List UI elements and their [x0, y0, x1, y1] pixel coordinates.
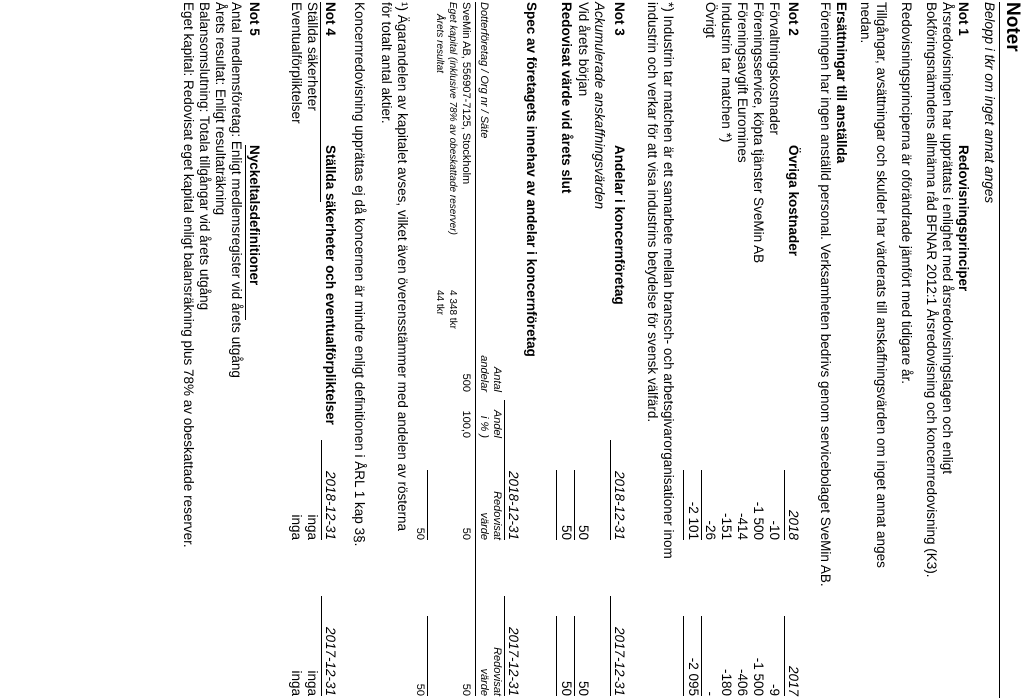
table-row-label: Föreningsservice, köpta tjänster SveMin AB — [751, 2, 766, 264]
not3-col-rule — [610, 596, 611, 696]
table-row-label: Vid årets början — [576, 2, 591, 97]
not4-heading: Ställda säkerheter och eventualförpliktelser — [323, 145, 338, 425]
not5-line: Antal medlemsföretag: Enligt medlemsregister vid årets utgång — [229, 2, 244, 378]
table-cell: 50 — [576, 680, 591, 696]
spec-h-andel: Andel — [491, 409, 503, 438]
spec-note: ¹) Ägarandelen av kapitalet avses, vilket även överensstämmer med andelen av rösterna — [395, 2, 410, 532]
not2-col-rule — [784, 470, 785, 540]
spec-antal: 500 — [460, 373, 472, 392]
spec-h-redovisat: Redovisat — [491, 647, 503, 696]
table-cell: 50 — [559, 680, 574, 696]
spec-equity-value: 4 348 tkr — [447, 290, 458, 329]
not3-sum-rule — [574, 470, 575, 540]
spec-company: SveMin AB, 556907-7125, Stockholm — [460, 2, 472, 185]
not2-footnote: industrin och verkar för att visa industrins betydelse för svensk välfärd. — [645, 2, 660, 423]
table-cell: inga — [305, 670, 320, 696]
not4-row-rule — [320, 2, 321, 202]
table-row-label: Eventualförpliktelser — [289, 2, 304, 124]
spec-h-antal: Antal — [491, 366, 503, 392]
table-cell: -10 — [767, 520, 782, 540]
employees-heading: Ersättningar till anställda — [834, 2, 849, 164]
table-cell: inga — [289, 514, 304, 540]
not3-total-rule — [556, 616, 557, 696]
not1-text-line: Årsredovisningen har upprättats i enlighet med årsredovisningslagen och enligt — [940, 2, 955, 475]
table-row-label: Förvaltningskostnader — [767, 2, 782, 135]
spec-h-company: Dotterföretag / Org nr / Säte — [478, 2, 490, 139]
spec-total-2017: 50 — [414, 683, 426, 696]
spec-date-rule — [504, 596, 505, 696]
spec-h-redovisat: värde — [478, 512, 490, 540]
not5-line: Balansomslutning: Totala tillgångar vid årets utgång — [197, 2, 212, 311]
employees-text: Föreningen har ingen anställd personal. Verksamheten bedrivs genom servicebolaget SveMin AB. — [818, 2, 833, 587]
table-cell: -406 — [735, 668, 750, 696]
not1-number: Not 1 — [956, 2, 971, 36]
spec-h-antal: andelar — [478, 355, 490, 392]
table-row-label: Övrigt — [703, 2, 718, 39]
not2-heading: Övriga kostnader — [786, 145, 801, 257]
not2-number: Not 2 — [786, 2, 801, 36]
not3-number: Not 3 — [612, 2, 627, 36]
table-row-label: Redovisat värde vid årets slut — [559, 2, 574, 194]
spec-note: för totalt antal aktier. — [379, 2, 394, 124]
not3-subhead: Ackumulerade anskaffningsvärden — [592, 2, 607, 210]
not2-col-2017: 2017 — [786, 665, 801, 696]
not1-text-line: Bokföringsnämndens allmänna råd BFNAR 2012:1 Årsredovisning och koncernredovisning (K3). — [924, 2, 939, 578]
spec-total-2018: 50 — [414, 527, 426, 540]
table-cell: inga — [305, 514, 320, 540]
not2-sum-rule — [701, 470, 702, 540]
table-cell: -414 — [735, 512, 750, 540]
not2-col-rule — [784, 616, 785, 696]
not4-col-2017: 2017-12-31 — [323, 626, 338, 696]
not3-total-rule — [556, 470, 557, 540]
not3-sum-rule — [574, 616, 575, 696]
title-rule — [999, 2, 1000, 698]
not4-col-rule — [321, 596, 322, 696]
table-cell: -26 — [703, 520, 718, 540]
not2-total-2018: -2 101 — [686, 501, 701, 540]
not1-text-line: Tillgångar, avsättningar och skulder har värderats till anskaffningsvärden om inget annat anges — [874, 2, 889, 568]
not4-number: Not 4 — [323, 2, 338, 36]
not5-line: Årets resultat: Enligt resultaträkning — [213, 2, 228, 216]
not3-heading: Andelar i koncernföretag — [612, 145, 627, 305]
spec-result-label: Årets resultat — [434, 14, 445, 73]
not2-col-2018: 2018 — [786, 509, 801, 540]
group-report-text: Koncernredovisning upprättas ej då koncernen är mindre enligt definitionen i ÅRL 1 kap 3§. — [352, 2, 367, 547]
spec-andel: 100,0 — [460, 410, 472, 438]
not2-total-2017: -2 095 — [686, 657, 701, 696]
table-cell: -151 — [719, 512, 734, 540]
not1-text-line: nedan. — [858, 2, 873, 44]
not3-col-2017: 2017-12-31 — [612, 626, 627, 696]
page-title: Noter — [1002, 2, 1023, 52]
spec-date-2018: 2018-12-31 — [506, 470, 521, 540]
not5-line: Eget kapital: Redovisat eget kapital enligt balansräkning plus 78% av obeskattade reserver. — [181, 2, 196, 548]
table-row-label: Ställda säkerheter — [305, 2, 320, 111]
table-cell: -180 — [719, 668, 734, 696]
not2-total-rule — [683, 470, 684, 540]
table-cell: inga — [289, 670, 304, 696]
not3-col-2018: 2018-12-31 — [612, 470, 627, 540]
spec-value-2017: 50 — [460, 683, 472, 696]
spec-date-rule — [504, 400, 505, 540]
table-cell: 50 — [576, 524, 591, 540]
not2-sum-rule — [701, 616, 702, 696]
table-row-label: Industrin tar matchen *) — [719, 2, 734, 143]
spec-header-rule — [475, 2, 476, 696]
table-row-label: Föreningsavgift Euromines — [735, 2, 750, 163]
table-cell: - — [703, 691, 718, 696]
spec-equity-label: Eget kapital (inklusive 78% av obeskattade reserver) — [447, 2, 458, 235]
not1-heading: Redovisningsprinciper — [956, 145, 971, 292]
table-cell: -9 — [767, 683, 782, 696]
not4-col-rule — [321, 440, 322, 540]
not5-heading: Nyckeltalsdefinitioner — [247, 145, 262, 286]
spec-date-2017: 2017-12-31 — [506, 626, 521, 696]
spec-h-andel: i % ) — [478, 416, 490, 438]
table-cell: -1 500 — [751, 657, 766, 696]
table-cell: 50 — [559, 524, 574, 540]
spec-value-2018: 50 — [460, 527, 472, 540]
not5-rule — [245, 145, 246, 320]
spec-sum-rule — [427, 470, 428, 540]
not2-total-rule — [683, 616, 684, 696]
page-subtitle: Belopp i tkr om inget annat anges — [982, 2, 997, 204]
not2-footnote: *) Industrin tar matchen är ett samarbete mellan bransch- och arbetsgivarorganisationer inom — [661, 2, 676, 559]
spec-heading: Spec av företagets innehav av andelar i koncernföretag — [524, 2, 539, 357]
spec-h-redovisat: Redovisat — [491, 491, 503, 540]
spec-result-value: 44 tkr — [434, 290, 445, 316]
not1-text-line: Redovisningsprinciperna är oförändrade jämfört med tidigare år. — [899, 2, 914, 384]
not5-number: Not 5 — [247, 2, 262, 36]
spec-sum-rule — [427, 616, 428, 696]
not3-col-rule — [610, 440, 611, 540]
not4-col-2018: 2018-12-31 — [323, 470, 338, 540]
spec-h-redovisat: värde — [478, 668, 490, 696]
table-cell: -1 500 — [751, 501, 766, 540]
